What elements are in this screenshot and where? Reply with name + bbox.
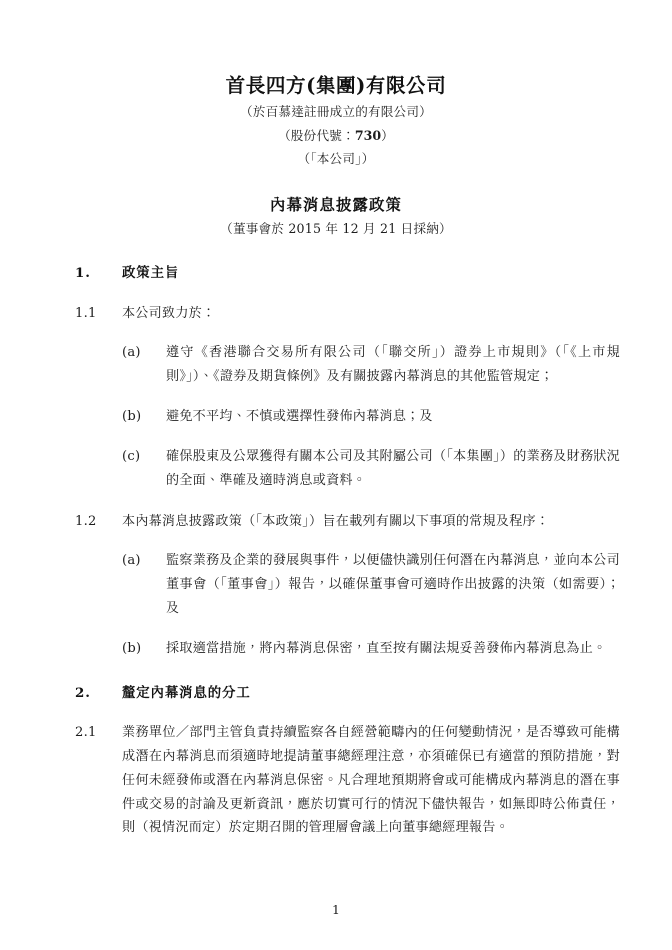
company-defined-term-line: （「本公司」） bbox=[297, 150, 375, 166]
paragraph-text-1-1: 本公司致力於： bbox=[122, 305, 216, 321]
paragraph-1-2 bbox=[75, 510, 620, 534]
stock-code-prefix: （股份代號： bbox=[278, 127, 355, 143]
list-label-1-1-c: (c) bbox=[122, 448, 141, 464]
list-text-1-1-a: 遵守《香港聯合交易所有限公司（「聯交所」）證券上市規則》（「《上市規則》」）、《證券及期貨條例》及有關披露內幕消息的其他監管規定； bbox=[166, 345, 620, 385]
list-text-1-2-a: 監察業務及企業的發展與事件，以便儘快識別任何潛在內幕消息，並向本公司董事會（「董事會」）報告，以確保董事會可適時作出披露的決策（如需要）；及 bbox=[166, 553, 620, 617]
paragraph-1-1 bbox=[75, 302, 620, 326]
list-label-1-2-b: (b) bbox=[122, 640, 142, 656]
list-text-1-1-b: 避免不平均、不慎或選擇性發佈內幕消息；及 bbox=[166, 409, 433, 425]
document-title-block bbox=[0, 194, 672, 241]
list-item-1-2-a bbox=[122, 549, 620, 620]
section-title-2: 釐定內幕消息的分工 bbox=[122, 684, 251, 701]
list-item-1-1-a bbox=[122, 341, 620, 389]
stock-code-line bbox=[0, 124, 672, 147]
section-title-1: 政策主旨 bbox=[122, 265, 180, 282]
document-header bbox=[0, 72, 672, 170]
section-heading-1 bbox=[75, 263, 620, 284]
company-name: 首長四方(集團)有限公司 bbox=[225, 74, 447, 97]
list-label-1-2-a: (a) bbox=[122, 553, 141, 569]
page-number: 1 bbox=[332, 902, 340, 917]
section-heading-2 bbox=[75, 683, 620, 704]
section-number-1: 1. bbox=[75, 265, 91, 282]
policy-adoption-date: （董事會於 2015 年 12 月 21 日採納） bbox=[220, 221, 452, 237]
paragraph-text-1-2: 本內幕消息披露政策（「本政策」）旨在載列有關以下事項的常規及程序： bbox=[122, 513, 550, 529]
list-label-1-1-b: (b) bbox=[122, 409, 142, 425]
paragraph-number-2-1: 2.1 bbox=[75, 725, 97, 741]
paragraph-2-1 bbox=[75, 721, 620, 840]
paragraph-text-2-1: 業務單位／部門主管負責持續監察各自經營範疇內的任何變動情況，是否導致可能構成潛在內幕消息而須適時地提請董事總經理注意，亦須確保已有適當的預防措施，對任何未經發佈或潛在內幕消息保密。凡合理地預期將會或可能構成內幕消息的潛在事件或交易的討論及更新資訊，應於切實可行的情況下儘快報告，如無即時公佈責任，則（視情況而定）於定期召開的管理層會議上向董事總經理報告。 bbox=[122, 725, 620, 836]
list-item-1-1-b bbox=[122, 405, 620, 429]
list-item-1-2-b bbox=[122, 637, 620, 661]
paragraph-number-1-1: 1.1 bbox=[75, 305, 97, 321]
stock-code-value: 730 bbox=[354, 127, 382, 143]
incorporation-line: （於百慕達註冊成立的有限公司） bbox=[240, 104, 432, 120]
list-text-1-1-c: 確保股東及公眾獲得有關本公司及其附屬公司（「本集團」）的業務及財務狀況的全面、準確及適時消息或資料。 bbox=[166, 448, 620, 488]
list-text-1-2-b: 採取適當措施，將內幕消息保密，直至按有關法規妥善發佈內幕消息為止。 bbox=[166, 640, 607, 656]
stock-code-suffix: ） bbox=[381, 127, 394, 143]
list-item-1-1-c bbox=[122, 445, 620, 493]
list-label-1-1-a: (a) bbox=[122, 345, 141, 361]
paragraph-number-1-2: 1.2 bbox=[75, 513, 97, 529]
document-body bbox=[0, 263, 672, 840]
section-number-2: 2. bbox=[75, 684, 91, 701]
policy-title: 內幕消息披露政策 bbox=[270, 196, 402, 215]
